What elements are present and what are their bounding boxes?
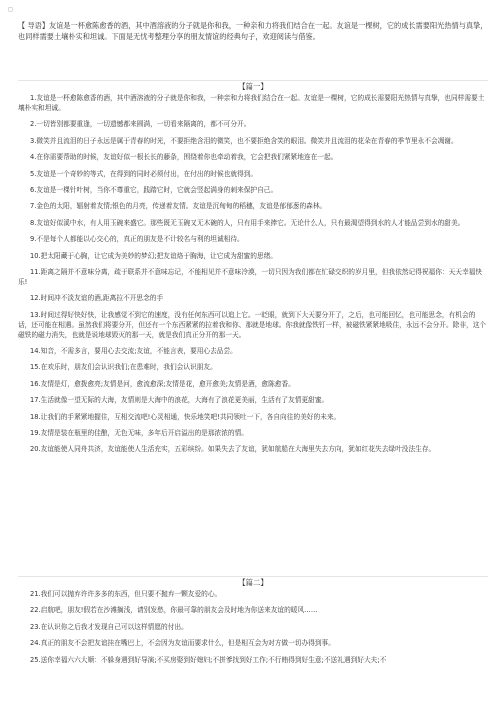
intro-paragraph: 【 导语】友谊是一杯愈陈愈香的酒，其中酒溶液的分子就是你和我，一种亲和力将我们结合在一起。友谊是一棵树，它的成长需要阳光热情与真挚，也同样需要土壤朴实和坦诚。下面是无忧考整理分享的朋友情谊的经典句子，欢迎阅读与借鉴。 xyxy=(18,21,488,41)
list-item: 5.友谊是一个奇妙的等式，在得到的同时必须付出，在付出的时候也就得到。 xyxy=(30,169,258,178)
list-item: 14.知音，不需多言，要用心去交流;友谊，不能言表，要用心去品尝。 xyxy=(30,347,237,356)
list-item: 25.送你幸福六六大顺：不躲身遇到好导演;不买房娶到好媳妇;不拼爹找到好工作;不行贿得到好生意;不送礼遇到好大夫;不 xyxy=(30,655,387,664)
list-item: 24.真正的朋友不会把友谊挂在嘴巴上，不会因为友谊而要求什么，但是相互会为对方做一切办得到事。 xyxy=(30,639,335,648)
list-item: 23.在认识你之后我才发现自己可以这样情愿的付出。 xyxy=(30,622,188,631)
list-item: 9.不是每个人都能以心交心的，真正的朋友是不计较名与利的坦诚相待。 xyxy=(30,235,244,244)
list-item: 7.金色的太阳，辐射着友情;银色的月亮，传递着友情。友谊是沉甸甸的稻穗，友谊是郁郁葱的森林。 xyxy=(30,202,327,211)
list-item: 16.友情是灯，愈拨愈亮;友情是河，愈流愈深;友情是花，愈开愈美;友情是酒，愈陈愈香。 xyxy=(30,379,295,388)
corner-mark: ◻ xyxy=(8,6,13,13)
list-item: 6.友谊是一棵针叶树，当你不尊重它，践踏它时，它就会竖起满身的刺来保护自己。 xyxy=(30,185,278,194)
section-one-title: 【篇一】 xyxy=(238,82,268,91)
section-one-header xyxy=(18,80,488,93)
list-item: 10.把太阳藏于心胸，让它成为美妙的梦幻;把友谊烙于胸海，让它成为甜蜜的思绪。 xyxy=(30,251,277,260)
section-one xyxy=(18,80,488,461)
list-item: 11.距离之隔并不意味分离，疏于联系并不意味忘记，不能相见并不意味冷漠，一切只因为我们都在忙碌交织的岁月里，但我依然记得祝福你：天天幸福快乐! xyxy=(18,267,483,286)
list-item: 3.微笑并且流泪的日子永远是属于青春的时光，不要拒绝含泪的微笑，也不要拒绝含笑的眼泪。微笑并且流泪的花朵在青春的季节里永不会凋谢。 xyxy=(30,136,458,145)
list-item: 2.一切皆别都要重逢，一切遗憾都来圆满，一切看来隔离的，都不可分开。 xyxy=(30,120,251,129)
section-two-header xyxy=(18,576,488,589)
list-item: 1.友谊是一杯愈陈愈香的酒，其中酒溶液的分子就是你和我，一种亲和力将我们结合在一起。友谊是一棵树，它的成长需要阳光热情与真挚，也同样需要土壤朴实和坦诚。 xyxy=(18,94,485,112)
list-item: 19.友情是装在瓶里的佳酿，无色无味，多年后开启溢出的是那浓浓的情。 xyxy=(30,429,248,438)
list-item: 21.我们可以抛弃许许多多的东西，但只要不抛弃一颗友爱的心。 xyxy=(30,590,222,598)
list-item: 17.生活就像一望无际的大海，友情则是大海中的浪花，大海有了浪花更美丽，生活有了友情更甜蜜。 xyxy=(30,396,329,405)
list-item: 20.友谊能使人同舟共济，友谊能使人生活充实，五彩缤纷。如果失去了友谊，犹如航船在大海里失去方向，犹如红花失去绿叶没法生存。 xyxy=(30,445,436,454)
list-item: 22.启航吧，朋友!假若在沙滩搁浅，请别发愁，你最可靠的朋友会及时地为你送来友谊的暖风…… xyxy=(30,606,318,615)
section-two xyxy=(18,576,488,671)
section-two-title: 【篇二】 xyxy=(238,578,268,587)
list-item: 13.时间过得好快好快，让我感觉不到它的速度，没有任何东西可以追上它。一眨眼，就到下大天要分开了，之后，也可能回忆，也可能思念，有机会的话，还可能在相遇。虽然我们将要分开，但还有一个东西紧紧的拉着我和你、那就是地球。你我就像铁钉一样，被磁铁紧紧地吸住，永远不会分开。除非，这个磁铁的磁力消失，也就是说地球毁灭的那一天，就是我们真正分开的那一天。 xyxy=(18,310,487,339)
list-item: 15.在欢乐时，朋友们会认识我们;在患难时，我们会认识朋友。 xyxy=(30,363,217,372)
list-item: 8.友谊好似溪中水，有人用玉碗来盛它。那些既无玉碗又无木碗的人，只有用手来捧它。无论什么人，只有最渴望得到水的人才能品尝到水的甜美。 xyxy=(30,218,465,227)
list-item: 12.时间冲不淡友谊的酒,距离拉不开思念的手 xyxy=(30,294,164,303)
list-item: 4.在你需要帮助的时候，友谊好似一根长长的藤条，围绕着你也牵动着我，它会把我们紧紧地连在一起。 xyxy=(30,153,338,162)
list-item: 18.让我们的手紧紧地握住，互相交流吧!心灵相通，快乐地笑吧!共同领吐一下，各自向往的美好的未来。 xyxy=(30,412,341,421)
section-two-list xyxy=(18,589,488,671)
section-one-list xyxy=(18,93,488,461)
